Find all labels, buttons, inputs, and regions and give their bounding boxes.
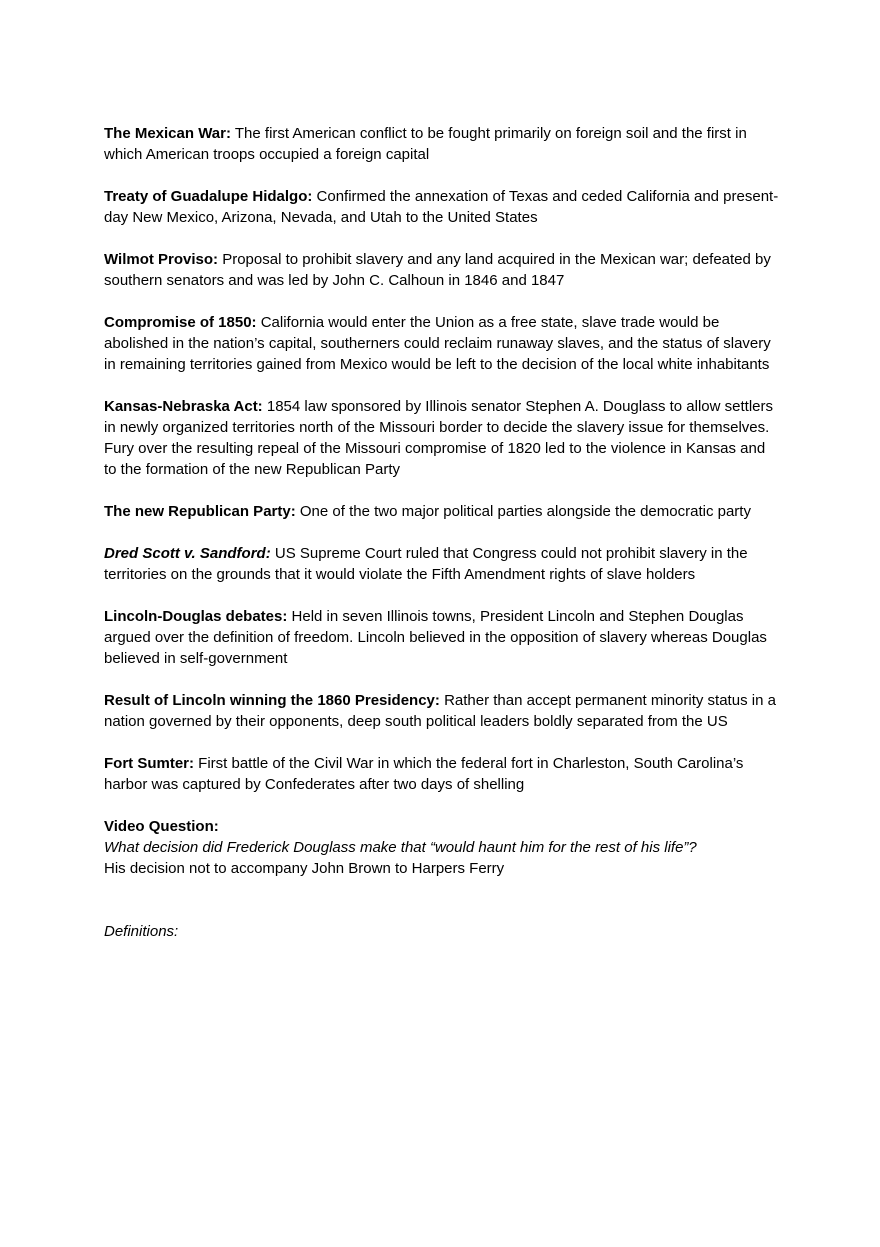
term-entry [104,543,780,585]
video-question-answer: His decision not to accompany John Brown to Harpers Ferry [104,860,505,877]
term-label: Dred Scott v. Sandford: [104,545,271,562]
term-label: Kansas-Nebraska Act: [104,398,263,415]
term-label: The new Republican Party: [104,503,296,520]
video-question-section [104,816,780,879]
term-definition: US Supreme Court ruled that Congress could not prohibit slavery in the territories on the grounds that it would violate the Fifth Amendment rights of slave holders [104,545,748,583]
term-entry [104,123,780,165]
term-entry [104,312,780,375]
term-label: The Mexican War: [104,125,231,142]
term-definition: Held in seven Illinois towns, President Lincoln and Stephen Douglas argued over the definition of freedom. Lincoln believed in the opposition of slavery whereas Douglas believed in self-government [104,608,767,667]
term-label: Wilmot Proviso: [104,251,219,268]
term-entry [104,501,780,522]
term-definition: Rather than accept permanent minority status in a nation governed by their opponents, deep south political leaders boldly separated from the US [104,692,776,730]
term-definition: Proposal to prohibit slavery and any land acquired in the Mexican war; defeated by southern senators and was led by John C. Calhoun in 1846 and 1847 [104,251,771,289]
term-entry [104,186,780,228]
term-entry [104,249,780,291]
video-question-heading: Video Question: [104,818,219,835]
term-definition: Confirmed the annexation of Texas and ceded California and present-day New Mexico, Arizona, Nevada, and Utah to the United States [104,188,779,226]
term-entry [104,690,780,732]
term-entry [104,606,780,669]
definitions-label: Definitions: [104,923,179,940]
term-definition: First battle of the Civil War in which the federal fort in Charleston, South Carolina’s harbor was captured by Confederates after two days of shelling [104,755,744,793]
term-entry [104,753,780,795]
video-question-text: What decision did Frederick Douglass make that “would haunt him for the rest of his life”? [104,839,697,856]
term-definition: The first American conflict to be fought primarily on foreign soil and the first in which American troops occupied a foreign capital [104,125,747,163]
document-page [104,123,780,942]
term-definition: California would enter the Union as a free state, slave trade would be abolished in the nation’s capital, southerners could reclaim runaway slaves, and the status of slavery in remaining territories gained from Mexico would be left to the decision of the local white inhabitants [104,314,771,373]
term-label: Fort Sumter: [104,755,194,772]
term-definition: One of the two major political parties alongside the democratic party [299,503,751,520]
term-entry [104,396,780,480]
term-definition: 1854 law sponsored by Illinois senator Stephen A. Douglass to allow settlers in newly organized territories north of the Missouri border to decide the slavery issue for themselves. Fury over the resulting repeal of the Missouri compromise of 1820 led to the violence in Kansas and to the formation of the new Republican Party [104,398,773,478]
term-label: Treaty of Guadalupe Hidalgo: [104,188,313,205]
term-label: Compromise of 1850: [104,314,257,331]
term-label: Result of Lincoln winning the 1860 Presidency: [104,692,440,709]
term-list [104,123,780,795]
term-label: Lincoln-Douglas debates: [104,608,288,625]
